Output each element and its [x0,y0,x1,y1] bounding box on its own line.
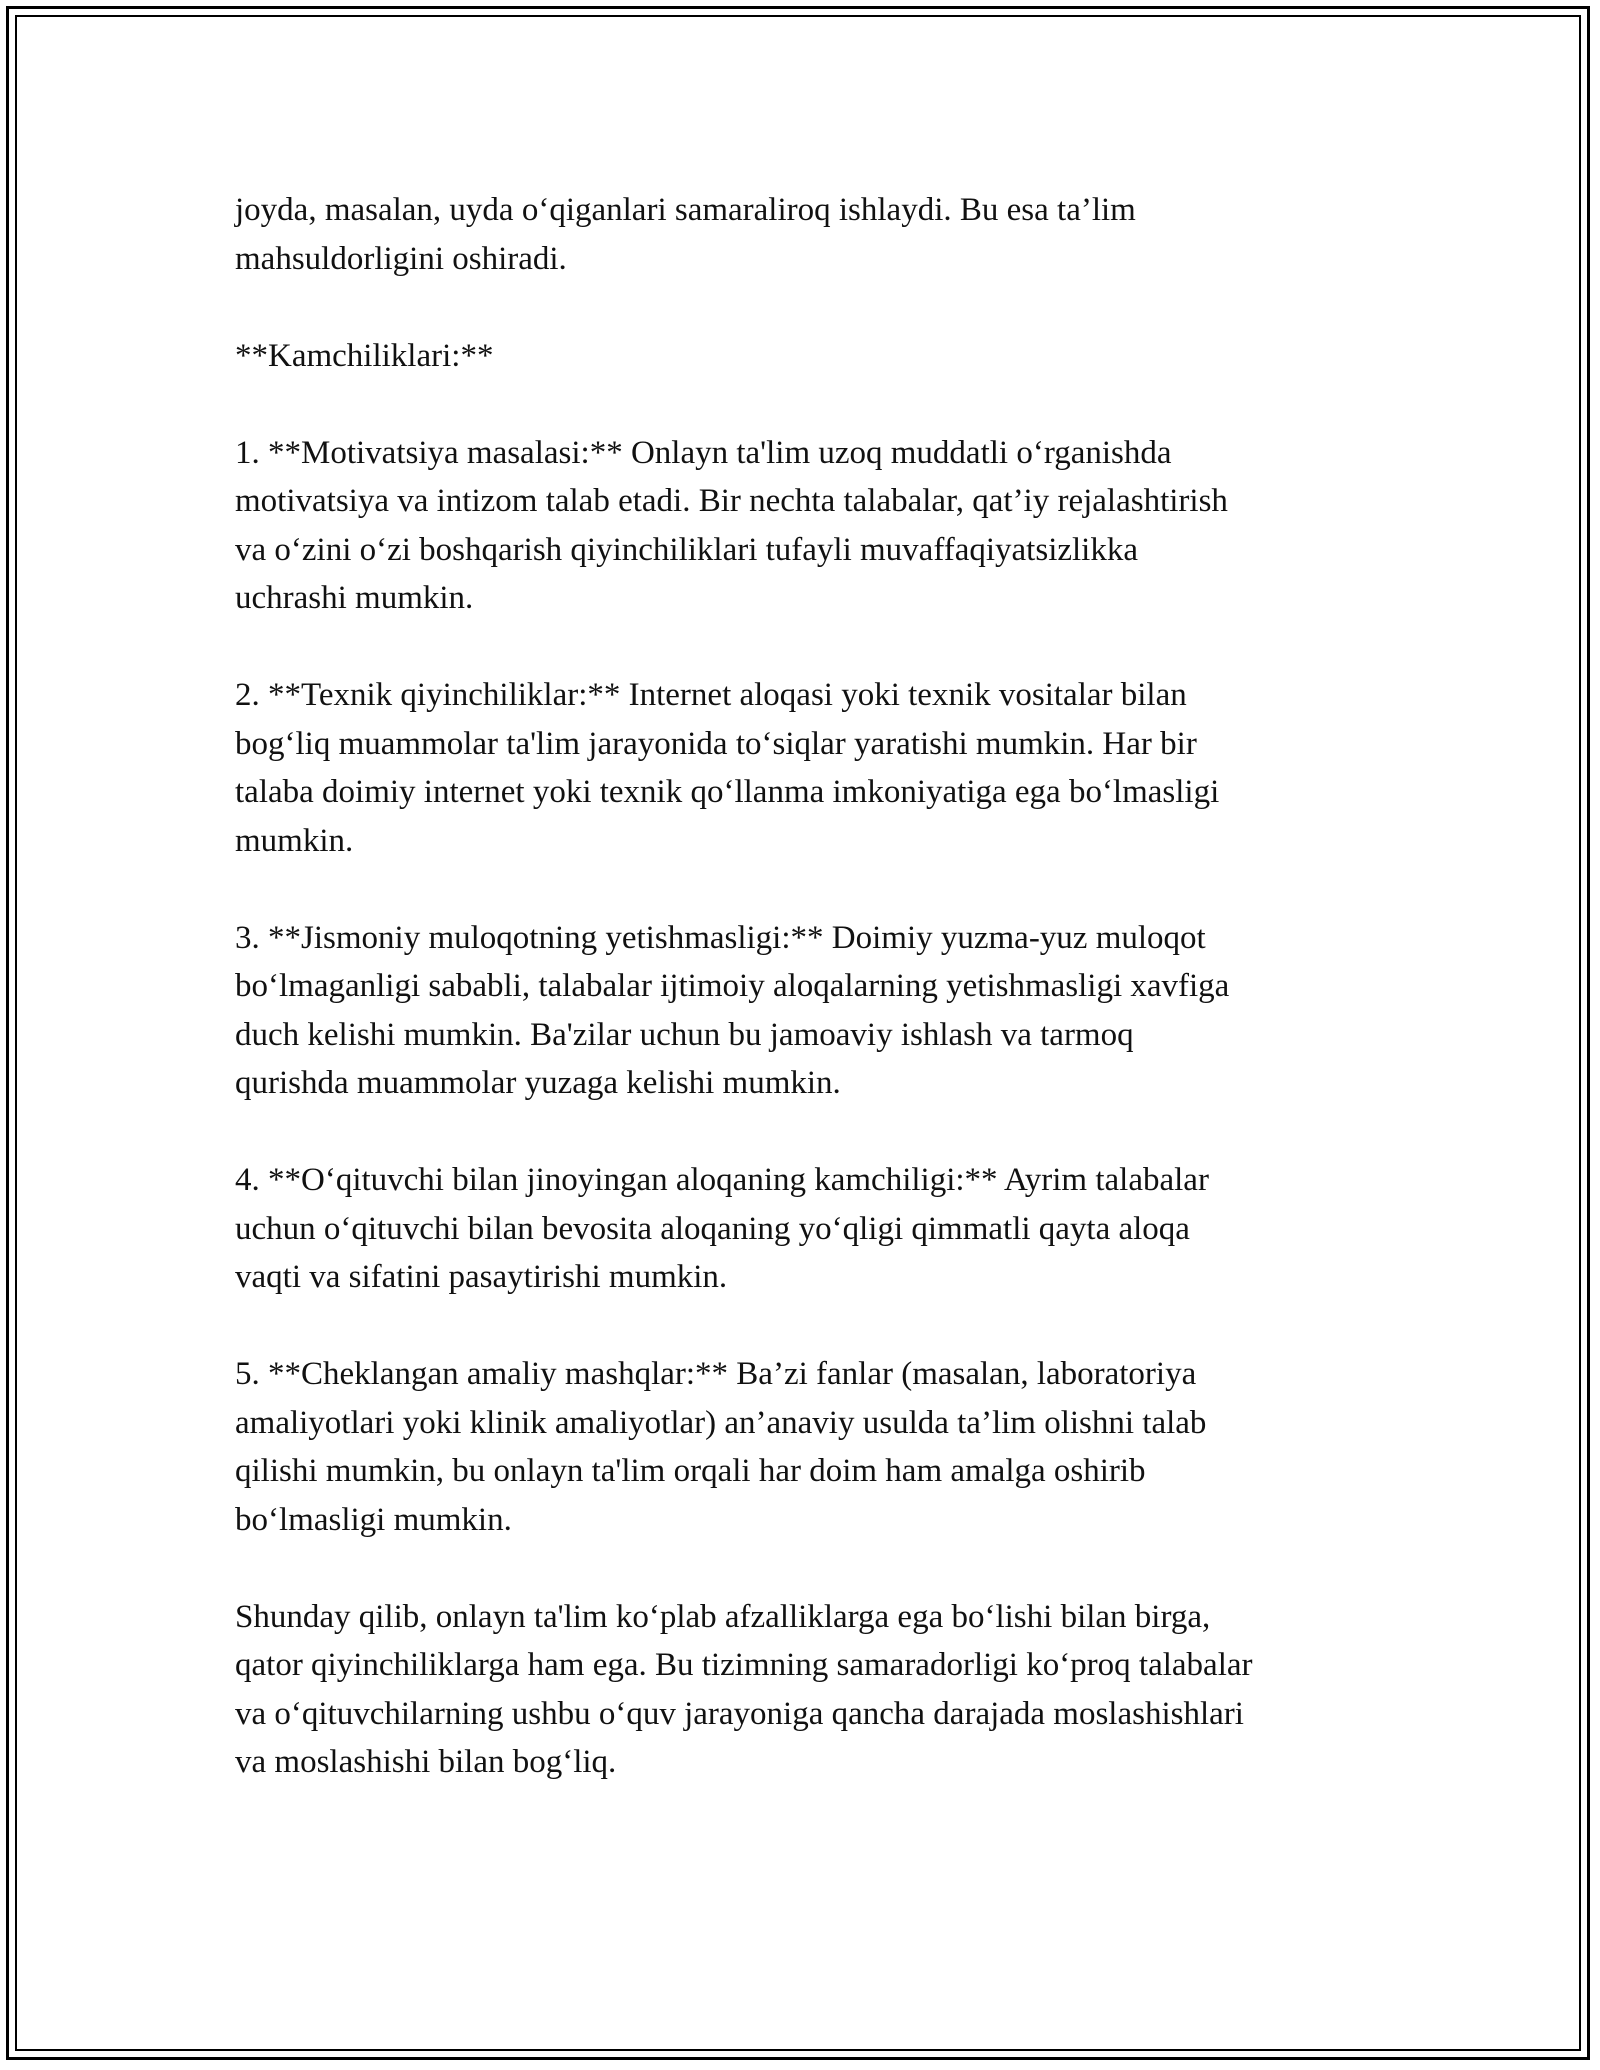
list-item-1-motivation: 1. **Motivatsiya masalasi:** Onlayn ta'lim uzoq muddatli o‘rganishda motivatsiya va intizom talab etadi. Bir nechta talabalar, qat’iy rejalashtirish va o‘zini o‘zi boshqarish qiyinchiliklari tufayli muvaffaqiyatsizlikka uchrashi mumkin. [235,434,1228,616]
list-item-5-practical-exercises: 5. **Cheklangan amaliy mashqlar:** Ba’zi fanlar (masalan, laboratoriya amaliyotlari yoki klinik amaliyotlar) an’anaviy usulda ta’lim olishni talab qilishi mumkin, bu onlayn ta'lim orqali har doim ham amalga oshirib bo‘lmasligi mumkin. [235,1356,1207,1538]
list-item-4-teacher-contact: 4. **O‘qituvchi bilan jinoyingan aloqaning kamchiligi:** Ayrim talabalar uchun o‘qituvchi bilan bevosita aloqaning yo‘qligi qimmatli qayta aloqa vaqti va sifatini pasaytirishi mumkin. [235,1162,1209,1295]
heading-kamchiliklari: **Kamchiliklari:** [235,337,494,374]
paragraph-intro-continuation: joyda, masalan, uyda o‘qiganlari samaraliroq ishlaydi. Bu esa ta’lim mahsuldorligini oshiradi. [235,192,1136,277]
document-body [235,186,1395,1835]
list-item-3-physical-communication: 3. **Jismoniy muloqotning yetishmasligi:** Doimiy yuzma-yuz muloqot bo‘lmaganligi sababli, talabalar ijtimoiy aloqalarning yetishmasligi xavfiga duch kelishi mumkin. Ba'zilar uchun bu jamoaviy ishlash va tarmoq qurishda muammolar yuzaga kelishi mumkin. [235,919,1230,1101]
list-item-2-technical: 2. **Texnik qiyinchiliklar:** Internet aloqasi yoki texnik vositalar bilan bog‘liq muammolar ta'lim jarayonida to‘siqlar yaratishi mumkin. Har bir talaba doimiy internet yoki texnik qo‘llanma imkoniyatiga ega bo‘lmasligi mumkin. [235,677,1220,859]
paragraph-conclusion: Shunday qilib, onlayn ta'lim ko‘plab afzalliklarga ega bo‘lishi bilan birga, qator qiyinchiliklarga ham ega. Bu tizimning samaradorligi ko‘proq talabalar va o‘qituvchilarning ushbu o‘quv jarayoniga qancha darajada moslashishlari va moslashishi bilan bog‘liq. [235,1598,1253,1780]
